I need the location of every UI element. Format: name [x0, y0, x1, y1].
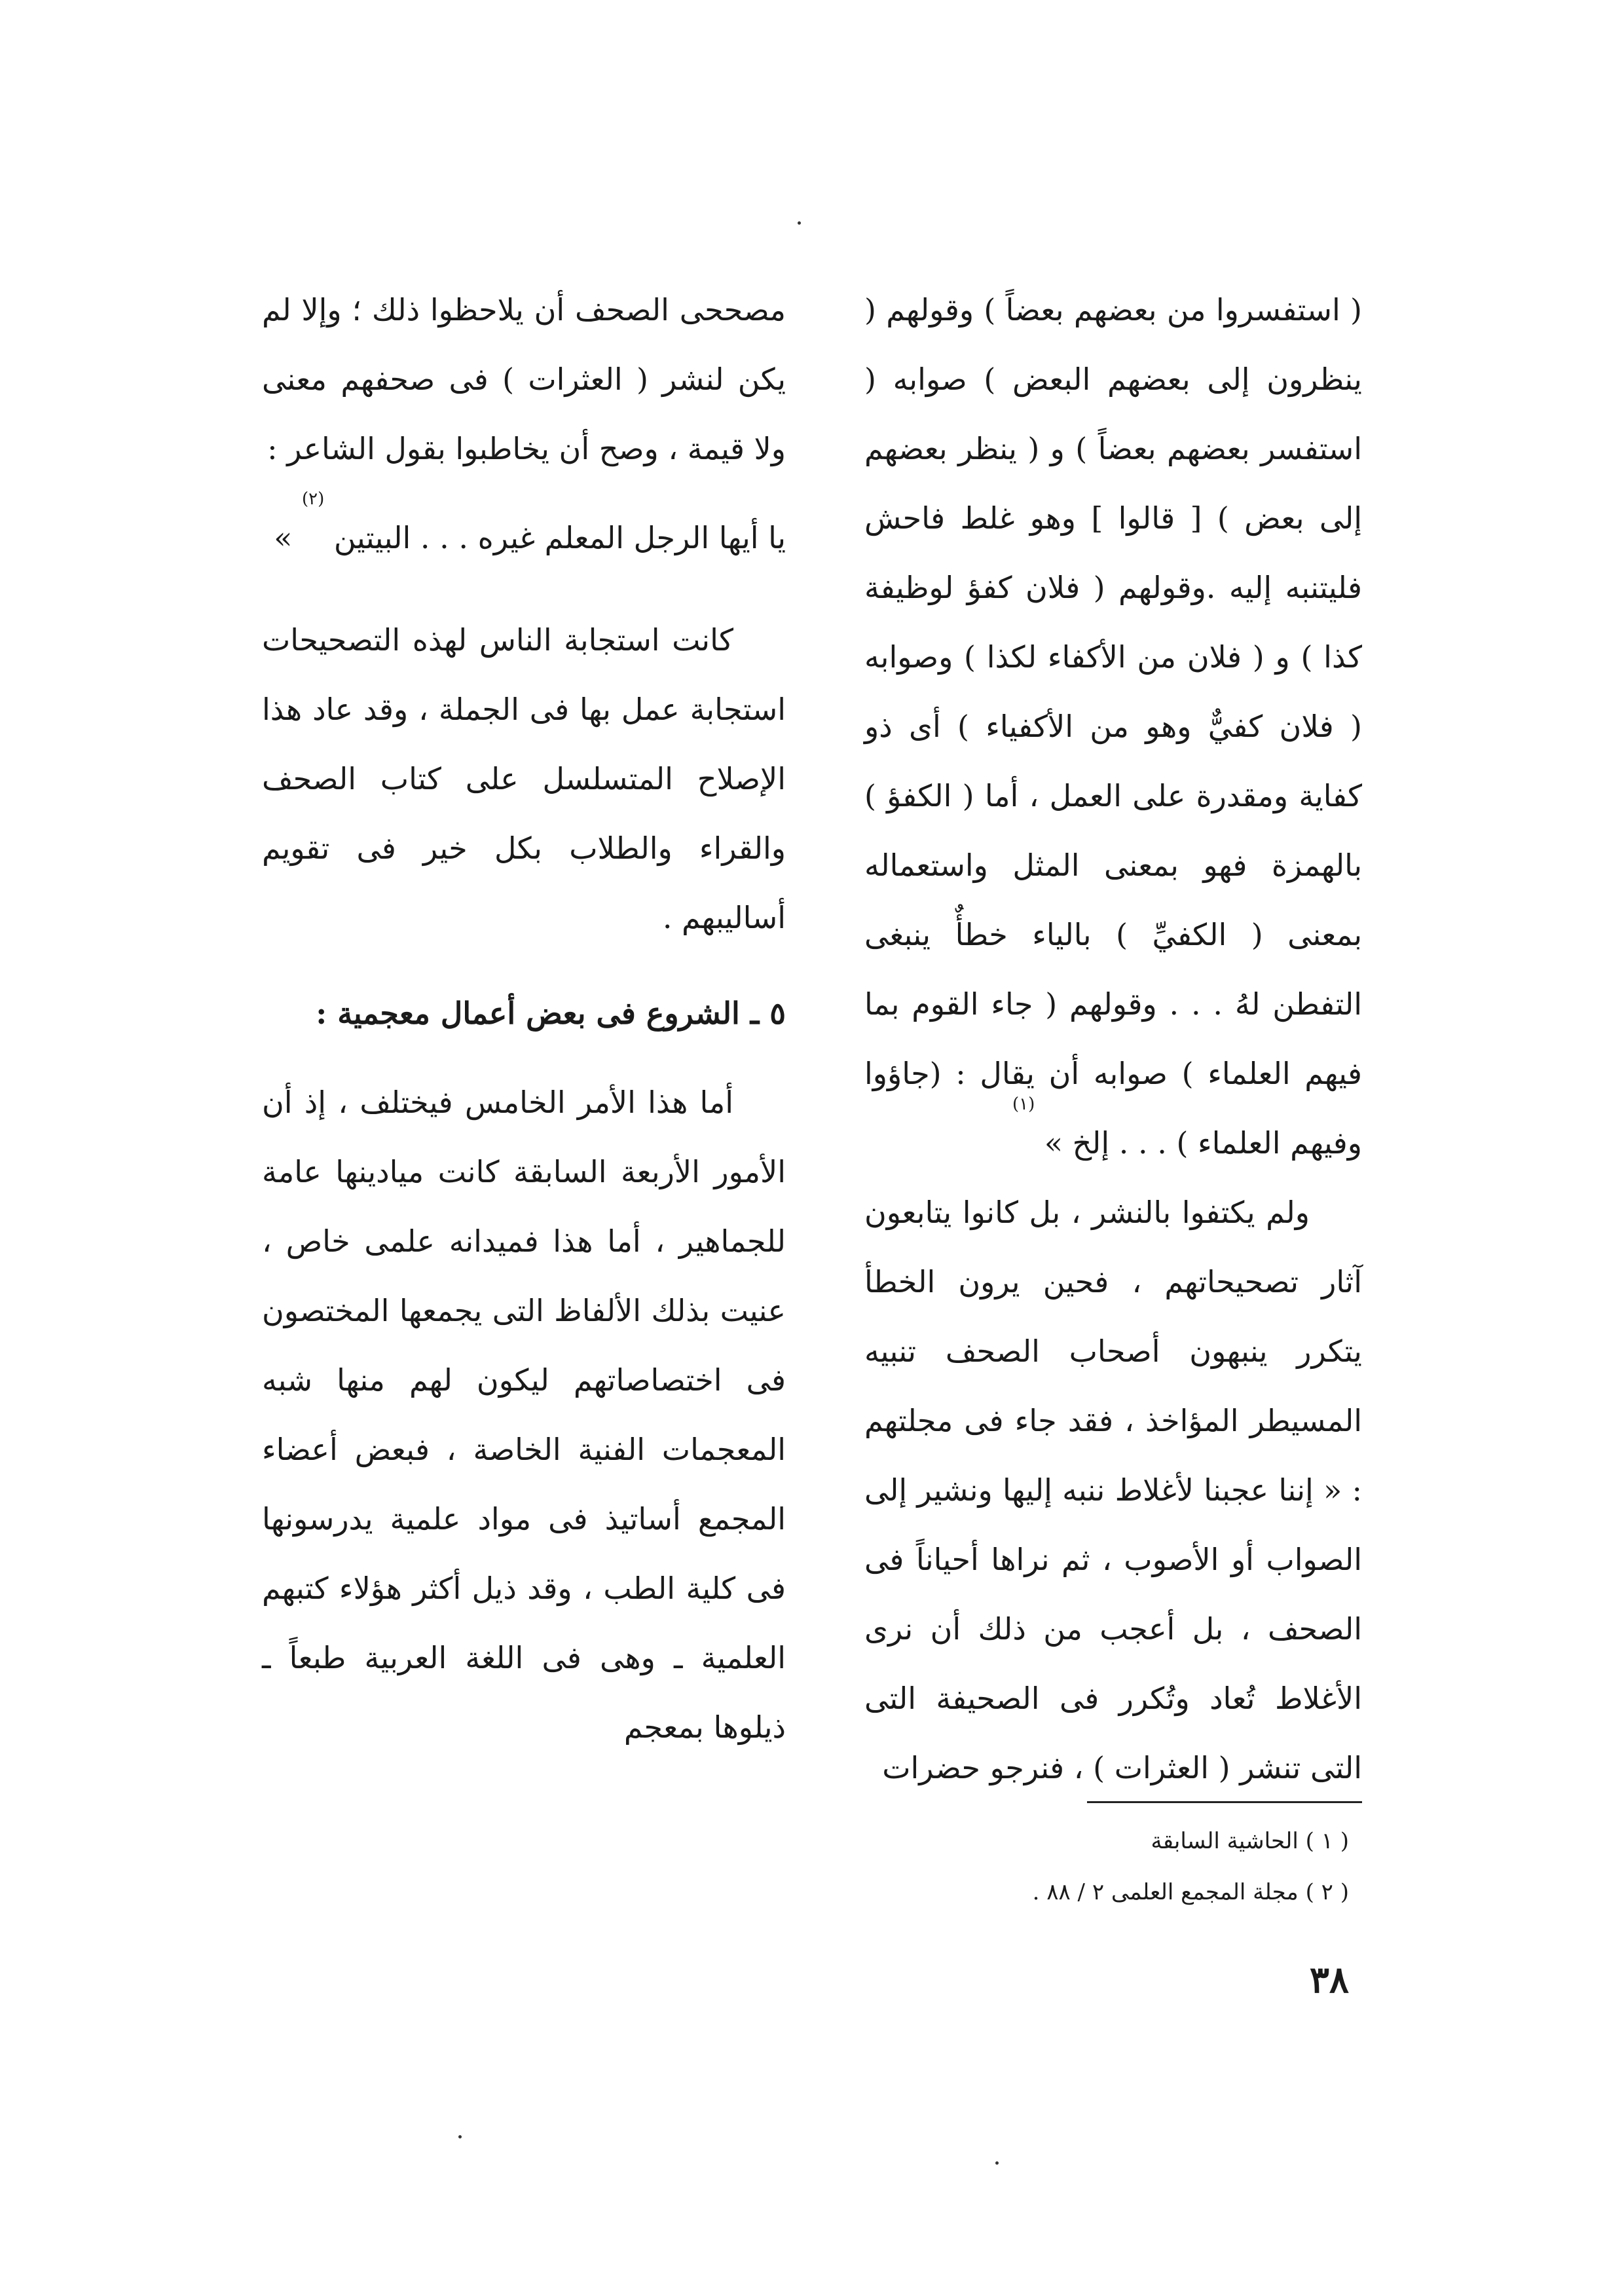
right-paragraph-1 — [864, 275, 1362, 1178]
page-number: ٣٨ — [1309, 1958, 1349, 2002]
footnotes — [786, 1816, 1349, 1918]
left-paragraph-2: كانت استجابة الناس لهذه التصحيحات استجابة عمل بها فى الجملة ، وقد عاد هذا الإصلاح المتسلسل على كتاب الصحف والقراء والطلاب بكل خير فى تقويم أساليبهم . — [262, 622, 786, 935]
scan-speck — [458, 2135, 462, 2138]
poetry-verse-text: يا أيها الرجل المعلم غيره . . . البيتين — [333, 520, 786, 555]
footnote-2: ( ٢ ) مجلة المجمع العلمى ٢ / ٨٨ . — [1032, 1879, 1349, 1905]
section-heading: ٥ ـ الشروع فى بعض أعمال معجمية : — [316, 996, 786, 1031]
footnote-ref-1: (١) — [1012, 1094, 1035, 1114]
right-paragraph-2: ولم يكتفوا بالنشر ، بل كانوا يتابعون آثار تصحيحاتهم ، فحين يرون الخطأ يتكرر ينبهون أصحاب الصحف تنبيه المسيطر المؤاخذ ، فقد جاء فى مجلتهم : « إننا عجبنا لأغلاط ننبه إليها ونشير إلى الصواب أو الأصوب ، ثم نراها أحياناً فى الصحف ، بل أعجب من ذلك أن نرى الأغلاط تُعاد وتُكرر فى الصحيفة التى التى تنشر ( العثرات ) ، فنرجو حضرات — [864, 1195, 1362, 1785]
left-text-column — [262, 275, 786, 1762]
right-paragraph-1-text: ( استفسروا من بعضهم بعضاً ) وقولهم ( ينظرون إلى بعضهم البعض ) صوابه ( استفسر بعضهم بعضاً ) و ( ينظر بعضهم إلى بعض ) [ قالوا ] وهو غلط فاحش فليتنبه إليه .وقولهم ( فلان كفؤ لوظيفة كذا ) و ( فلان من الأكفاء لكذا ) وصوابه ( فلان كفيٌّ وهو من الأكفياء ) أى ذو كفاية ومقدرة على العمل ، أما ( الكفؤ ) بالهمزة فهو بمعنى المثل واستعماله بمعنى ( الكفيِّ ) بالياء خطأٌ ينبغى التفطن لهُ . . . وقولهم ( جاء القوم بما فيهم العلماء ) صوابه أن يقال : (جاؤوا وفيهم العلماء ) . . . إلخ » — [864, 292, 1362, 1161]
footnote-ref-2: (٢) — [302, 489, 325, 509]
closing-quote: » — [274, 520, 293, 555]
left-paragraph-opening: مصححى الصحف أن يلاحظوا ذلك ؛ وإلا لم يكن لنشر ( العثرات ) فى صحفهم معنى ولا قيمة ، وصح أن يخاطبوا بقول الشاعر : — [262, 292, 786, 466]
scan-speck — [995, 2161, 999, 2165]
footnote-1: ( ١ ) الحاشية السابقة — [1151, 1828, 1349, 1854]
scan-speck — [798, 221, 801, 225]
poetry-verse — [262, 489, 786, 572]
footnote-divider — [1087, 1801, 1362, 1803]
right-text-column — [864, 275, 1362, 1802]
left-paragraph-3: أما هذا الأمر الخامس فيختلف ، إذ أن الأمور الأربعة السابقة كانت ميادينها عامة للجماهير ، أما هذا فميدانه علمى خاص ، عنيت بذلك الألفاظ التى يجمعها المختصون فى اختصاصاتهم ليكون لهم منها شبه المعجمات الفنية الخاصة ، فبعض أعضاء المجمع أساتيذ فى مواد علمية يدرسونها فى كلية الطب ، وقد ذيل أكثر هؤلاء كتبهم العلمية ـ وهى فى اللغة العربية طبعاً ـ ذيلوها بمعجم — [262, 1085, 786, 1745]
